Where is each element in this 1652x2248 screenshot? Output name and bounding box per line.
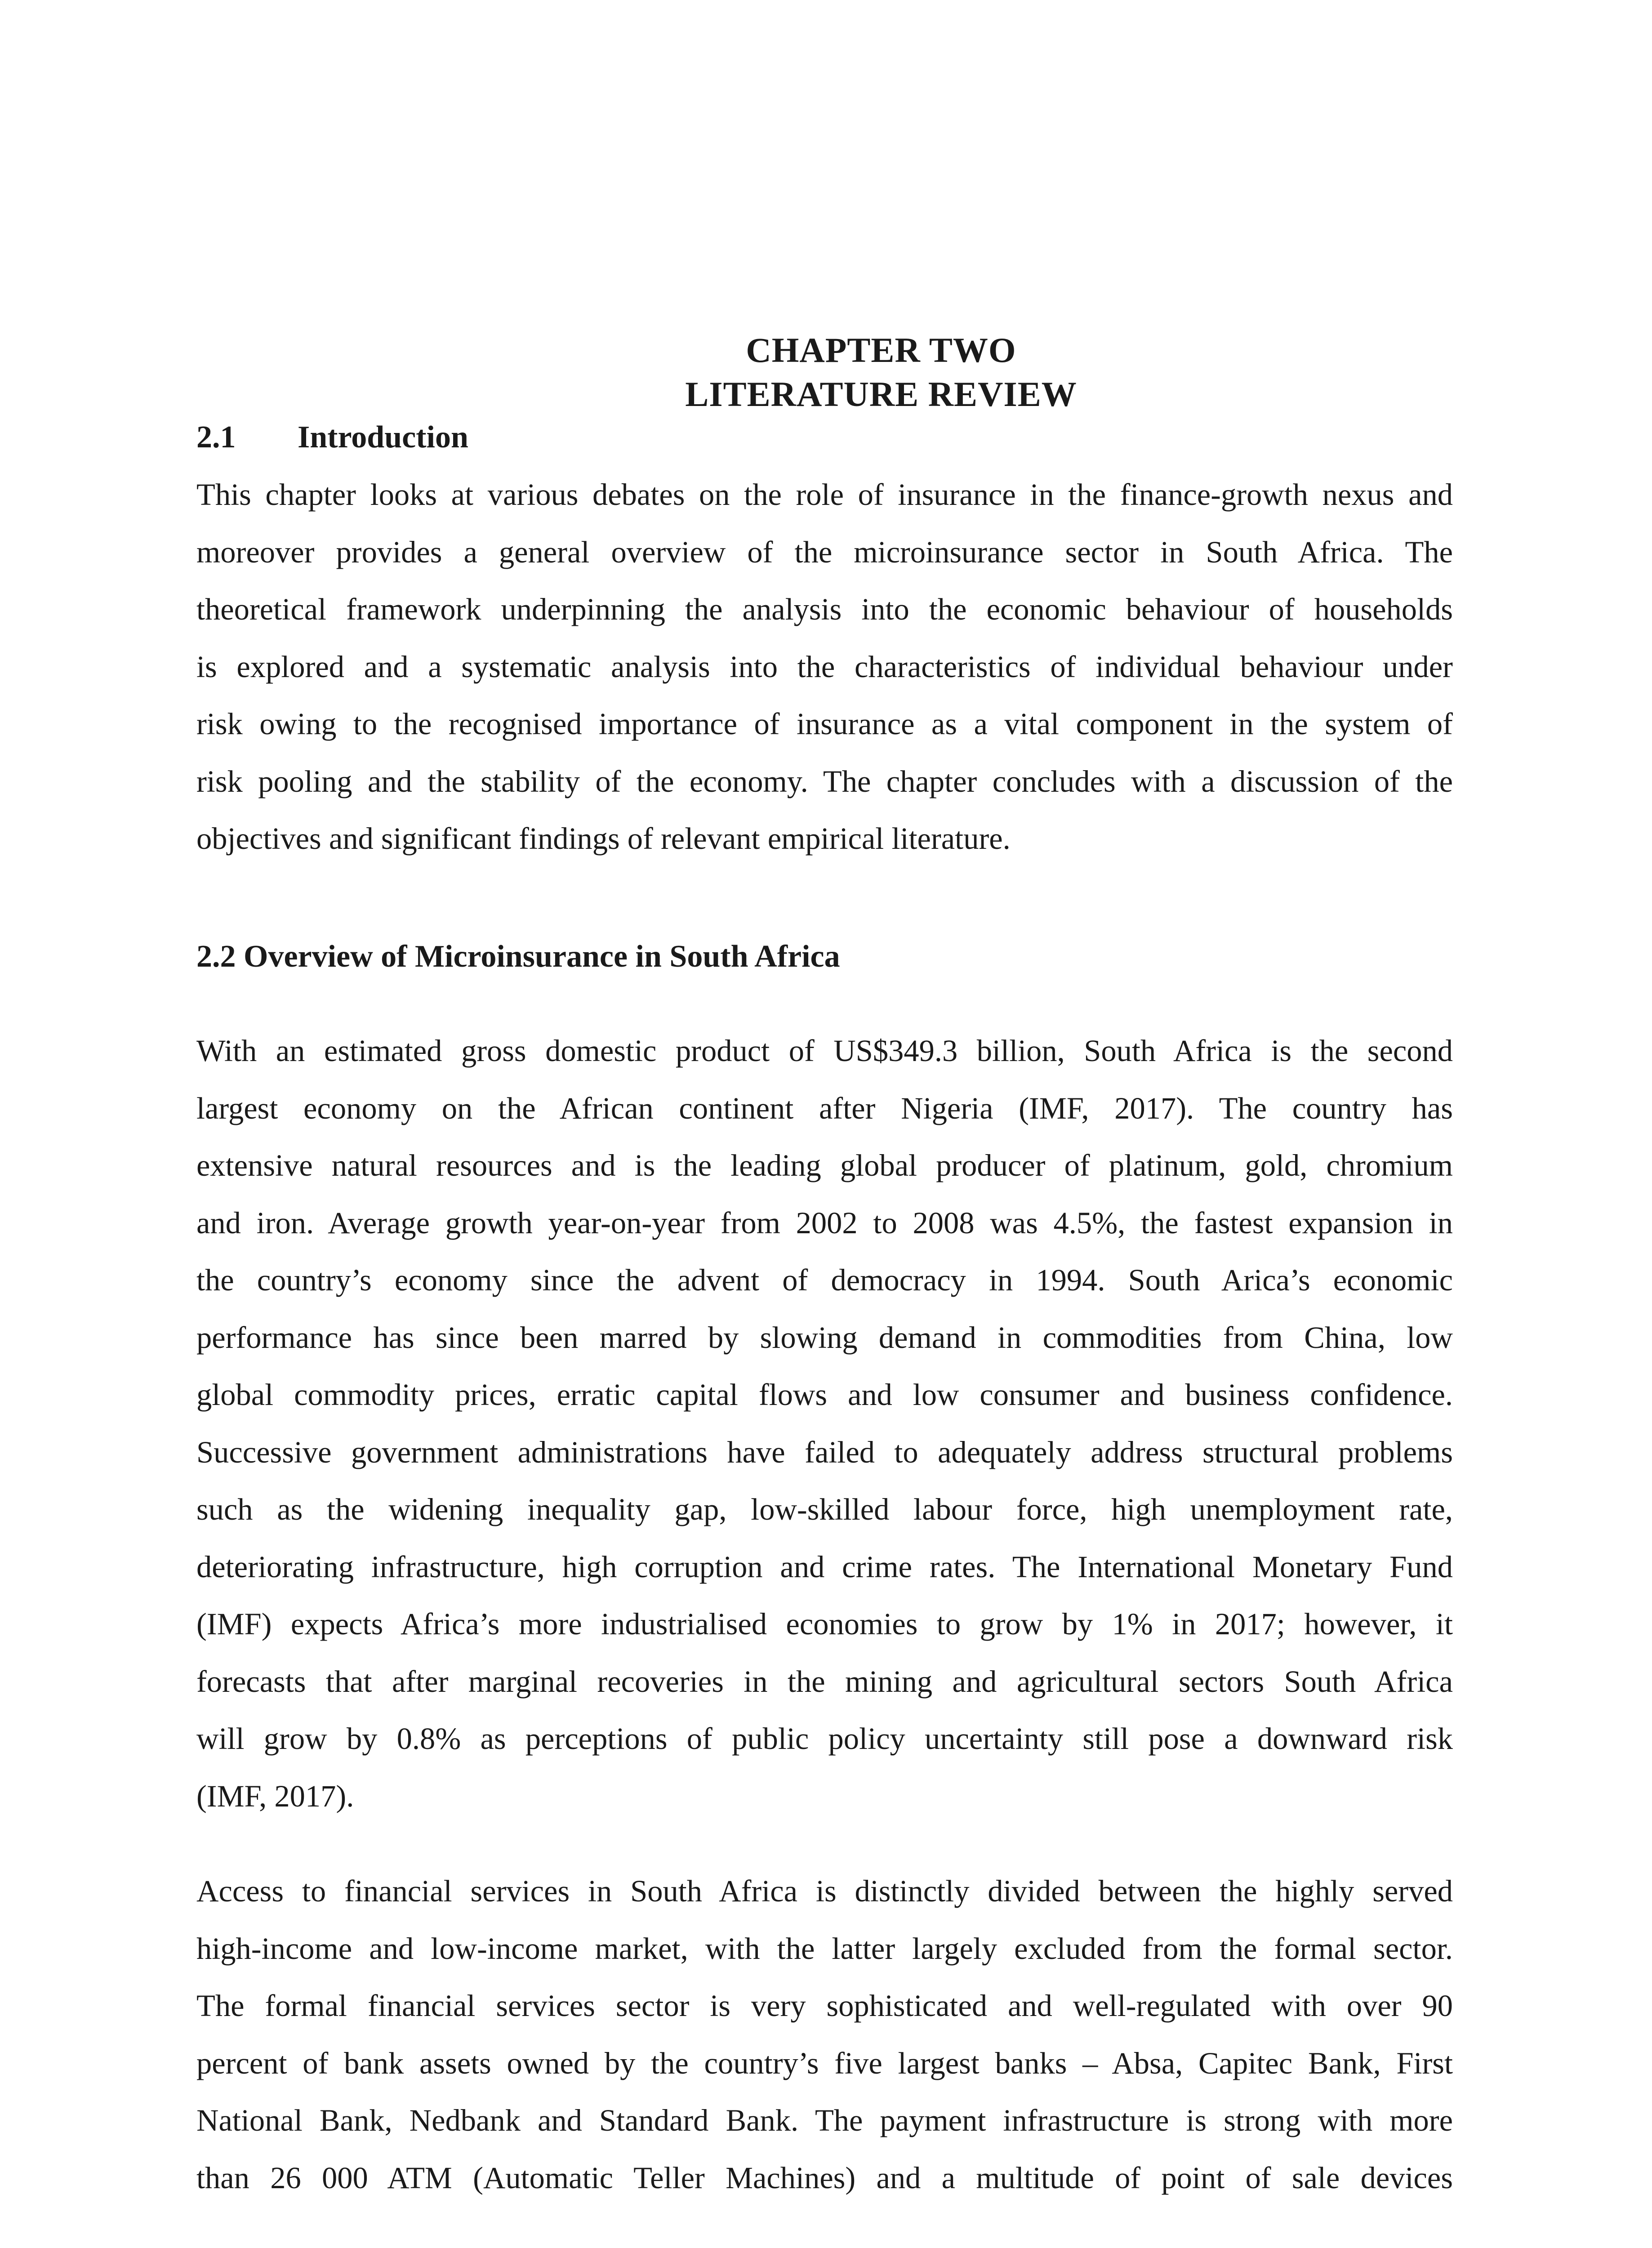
text-line: objectives and significant findings of relevant empirical literature. [196, 821, 1011, 856]
text-line: National Bank, Nedbank and Standard Bank. The payment infrastructure is strong with more [196, 2103, 1453, 2137]
text-line: such as the widening inequality gap, low-skilled labour force, high unemployment rate, [196, 1492, 1453, 1526]
text-line: (IMF, 2017). [196, 1779, 354, 1813]
section-number: 2.1 [196, 420, 236, 455]
text-line: deteriorating infrastructure, high corruption and crime rates. The International Monetary Fund [196, 1549, 1453, 1584]
text-line: is explored and a systematic analysis into the characteristics of individual behaviour under [196, 649, 1453, 684]
introduction-paragraph [196, 466, 1453, 868]
text-line: The formal financial services sector is very sophisticated and well-regulated with over 90 [196, 1989, 1453, 2023]
section-title: Introduction [298, 420, 468, 455]
text-line: largest economy on the African continent after Nigeria (IMF, 2017). The country has [196, 1091, 1453, 1125]
chapter-heading [539, 328, 1223, 416]
section-heading-overview: 2.2 Overview of Microinsurance in South Africa [196, 939, 840, 974]
text-line: With an estimated gross domestic product of US$349.3 billion, South Africa is the second [196, 1034, 1453, 1068]
text-line: will grow by 0.8% as perceptions of public policy uncertainty still pose a downward risk [196, 1722, 1453, 1756]
text-line: moreover provides a general overview of the microinsurance sector in South Africa. The [196, 535, 1453, 569]
text-line: (IMF) expects Africa’s more industrialised economies to grow by 1% in 2017; however, it [196, 1607, 1453, 1641]
chapter-title: LITERATURE REVIEW [685, 375, 1077, 414]
chapter-number-title: CHAPTER TWO [746, 330, 1016, 370]
text-line: risk pooling and the stability of the economy. The chapter concludes with a discussion of the [196, 764, 1453, 798]
text-line: Successive government administrations have failed to adequately address structural problems [196, 1435, 1453, 1469]
section-heading-introduction [196, 417, 468, 458]
text-line: forecasts that after marginal recoveries in the mining and agricultural sectors South Africa [196, 1664, 1453, 1699]
text-line: extensive natural resources and is the leading global producer of platinum, gold, chromium [196, 1148, 1453, 1182]
overview-paragraph-1 [196, 1022, 1453, 1825]
text-line: This chapter looks at various debates on the role of insurance in the finance-growth nexus and [196, 477, 1453, 512]
text-line: theoretical framework underpinning the analysis into the economic behaviour of households [196, 592, 1453, 626]
text-line: risk owing to the recognised importance of insurance as a vital component in the system of [196, 707, 1453, 741]
text-line: Access to financial services in South Africa is distinctly divided between the highly served [196, 1874, 1453, 1908]
text-line: performance has since been marred by slowing demand in commodities from China, low [196, 1320, 1453, 1355]
text-line: than 26 000 ATM (Automatic Teller Machines) and a multitude of point of sale devices [196, 2160, 1453, 2195]
overview-paragraph-2 [196, 1863, 1453, 2207]
text-line: and iron. Average growth year-on-year from 2002 to 2008 was 4.5%, the fastest expansion in [196, 1205, 1453, 1240]
text-line: high-income and low-income market, with the latter largely excluded from the formal sector. [196, 1931, 1453, 1966]
text-line: percent of bank assets owned by the country’s five largest banks – Absa, Capitec Bank, First [196, 2046, 1453, 2080]
text-line: the country’s economy since the advent of democracy in 1994. South Arica’s economic [196, 1263, 1453, 1297]
text-line: global commodity prices, erratic capital flows and low consumer and business confidence. [196, 1378, 1453, 1412]
